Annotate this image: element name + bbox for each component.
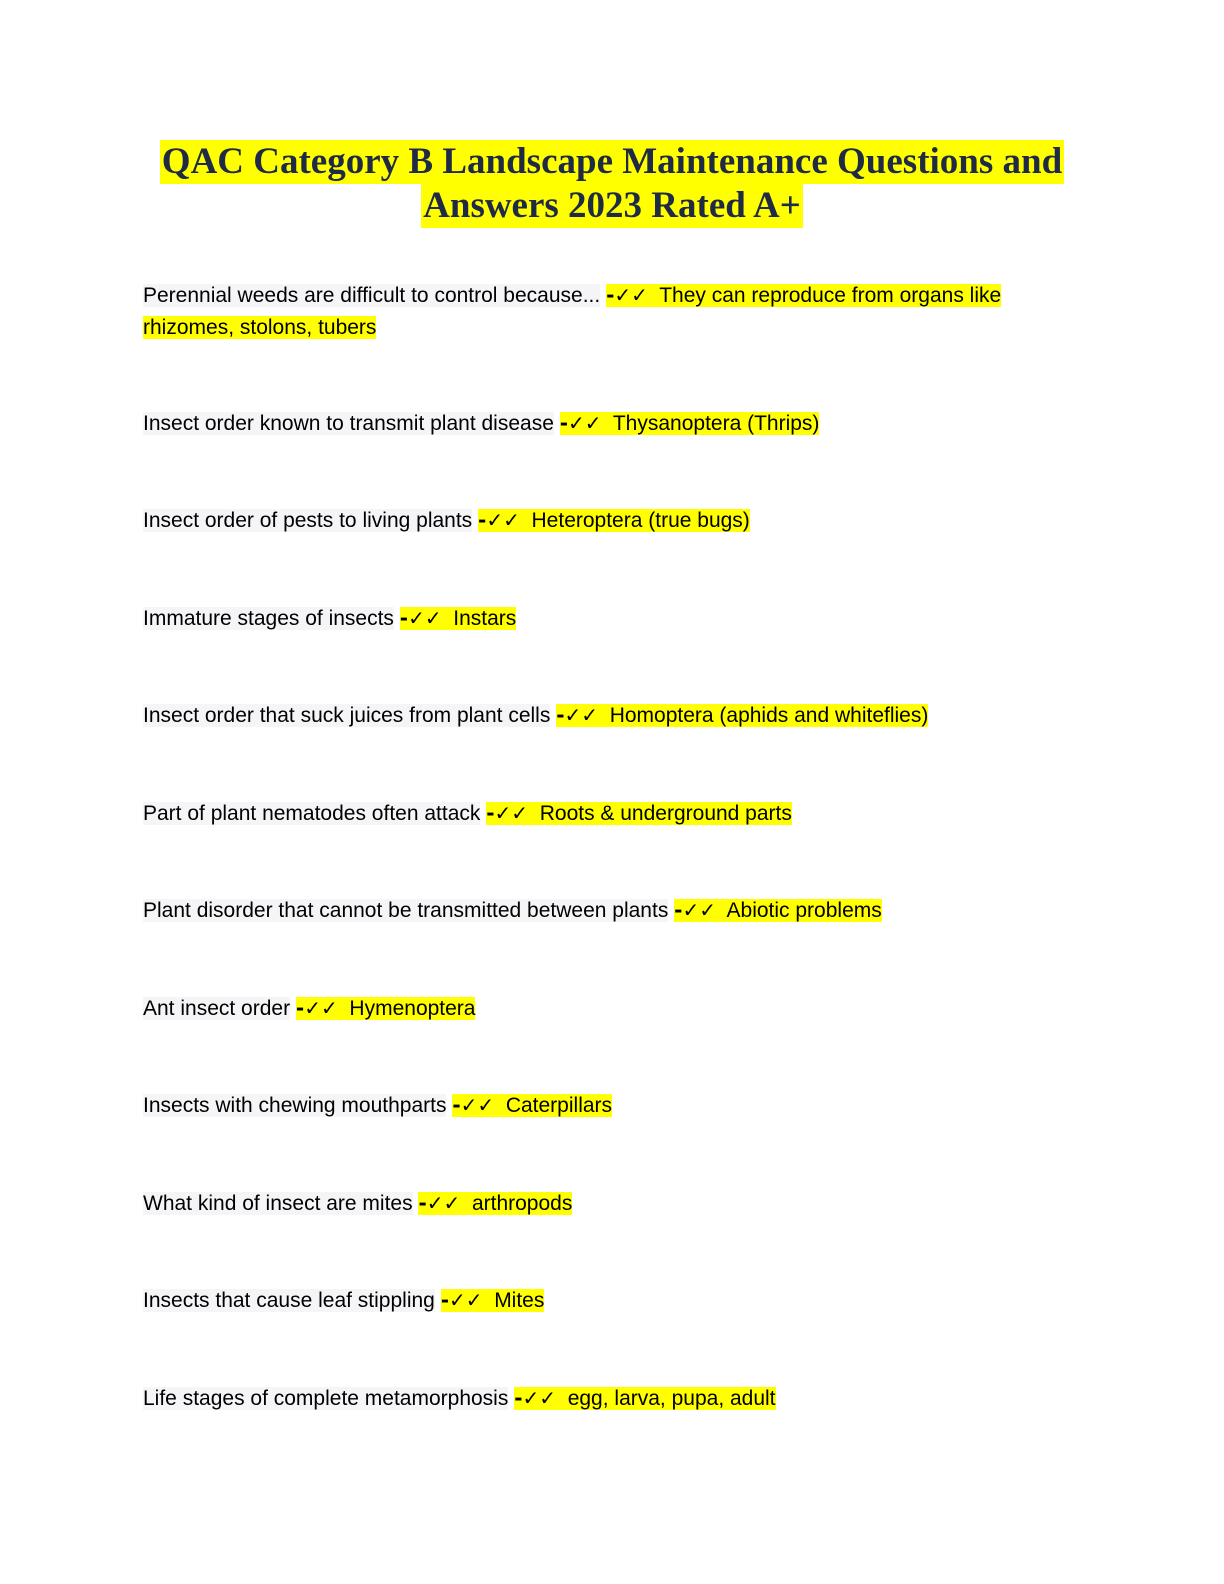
page-title — [100, 140, 1124, 228]
qa-item — [143, 1187, 1083, 1220]
answer-text — [400, 607, 517, 630]
answer-value: They can reproduce from organs like — [659, 284, 1002, 307]
answer-value: Instars — [453, 607, 517, 630]
check-marker: -✓✓ — [559, 411, 602, 435]
answer-text — [674, 899, 882, 922]
qa-item — [143, 279, 1083, 344]
check-marker: -✓✓ — [440, 1288, 483, 1312]
check-marker: -✓✓ — [399, 606, 442, 630]
answer-value: Mites — [494, 1289, 545, 1312]
answer-value: Hymenoptera — [349, 997, 476, 1020]
question-text: Ant insect order — [143, 997, 291, 1020]
check-marker: -✓✓ — [418, 1191, 461, 1215]
qa-item — [143, 1382, 1083, 1415]
question-text: Part of plant nematodes often attack — [143, 802, 481, 825]
answer-value: Heteroptera (true bugs) — [531, 509, 750, 532]
check-marker: -✓✓ — [452, 1093, 495, 1117]
check-marker: -✓✓ — [514, 1386, 557, 1410]
answer-value: Roots & underground parts — [539, 802, 792, 825]
answer-text — [452, 1094, 612, 1117]
qa-item — [143, 699, 1083, 732]
answer-text — [514, 1387, 775, 1410]
qa-item — [143, 894, 1083, 927]
qa-item — [143, 797, 1083, 830]
qa-item — [143, 1284, 1083, 1317]
qa-item — [143, 504, 1083, 537]
answer-value: arthropods — [471, 1192, 573, 1215]
answer-continuation: rhizomes, stolons, tubers — [143, 316, 377, 339]
question-text: Insect order known to transmit plant disease — [143, 412, 554, 435]
answer-text — [418, 1192, 572, 1215]
question-text: Insects that cause leaf stippling — [143, 1289, 435, 1312]
answer-text — [478, 509, 750, 532]
question-text: What kind of insect are mites — [143, 1192, 413, 1215]
answer-value: Homoptera (aphids and whiteflies) — [609, 704, 929, 727]
question-text: Insect order of pests to living plants — [143, 509, 473, 532]
answer-value: Caterpillars — [505, 1094, 613, 1117]
answer-text — [556, 704, 928, 727]
answer-value: Thysanoptera (Thrips) — [612, 412, 820, 435]
question-text: Insect order that suck juices from plant cells — [143, 704, 551, 727]
check-marker: -✓✓ — [486, 801, 529, 825]
answer-value: egg, larva, pupa, adult — [567, 1387, 776, 1410]
check-marker: -✓✓ — [478, 508, 520, 532]
qa-item — [143, 407, 1083, 440]
answer-text — [296, 997, 476, 1020]
check-marker: -✓✓ — [606, 283, 648, 307]
title-line-2: Answers 2023 Rated A+ — [423, 185, 801, 226]
answer-text — [606, 284, 1001, 307]
answer-text — [560, 412, 820, 435]
answer-value: Abiotic problems — [726, 899, 882, 922]
question-text: Plant disorder that cannot be transmitted between plants — [143, 899, 669, 922]
title-line-1: QAC Category B Landscape Maintenance Questions and — [161, 141, 1063, 182]
check-marker: -✓✓ — [295, 996, 338, 1020]
question-text: Life stages of complete metamorphosis — [143, 1387, 509, 1410]
check-marker: -✓✓ — [674, 898, 716, 922]
question-text: Insects with chewing mouthparts — [143, 1094, 447, 1117]
answer-text — [441, 1289, 545, 1312]
question-text: Perennial weeds are difficult to control because... — [143, 284, 601, 307]
answer-text — [486, 802, 792, 825]
qa-item — [143, 1089, 1083, 1122]
qa-item — [143, 602, 1083, 635]
question-text: Immature stages of insects — [143, 607, 394, 630]
check-marker: -✓✓ — [556, 703, 599, 727]
qa-item — [143, 992, 1083, 1025]
